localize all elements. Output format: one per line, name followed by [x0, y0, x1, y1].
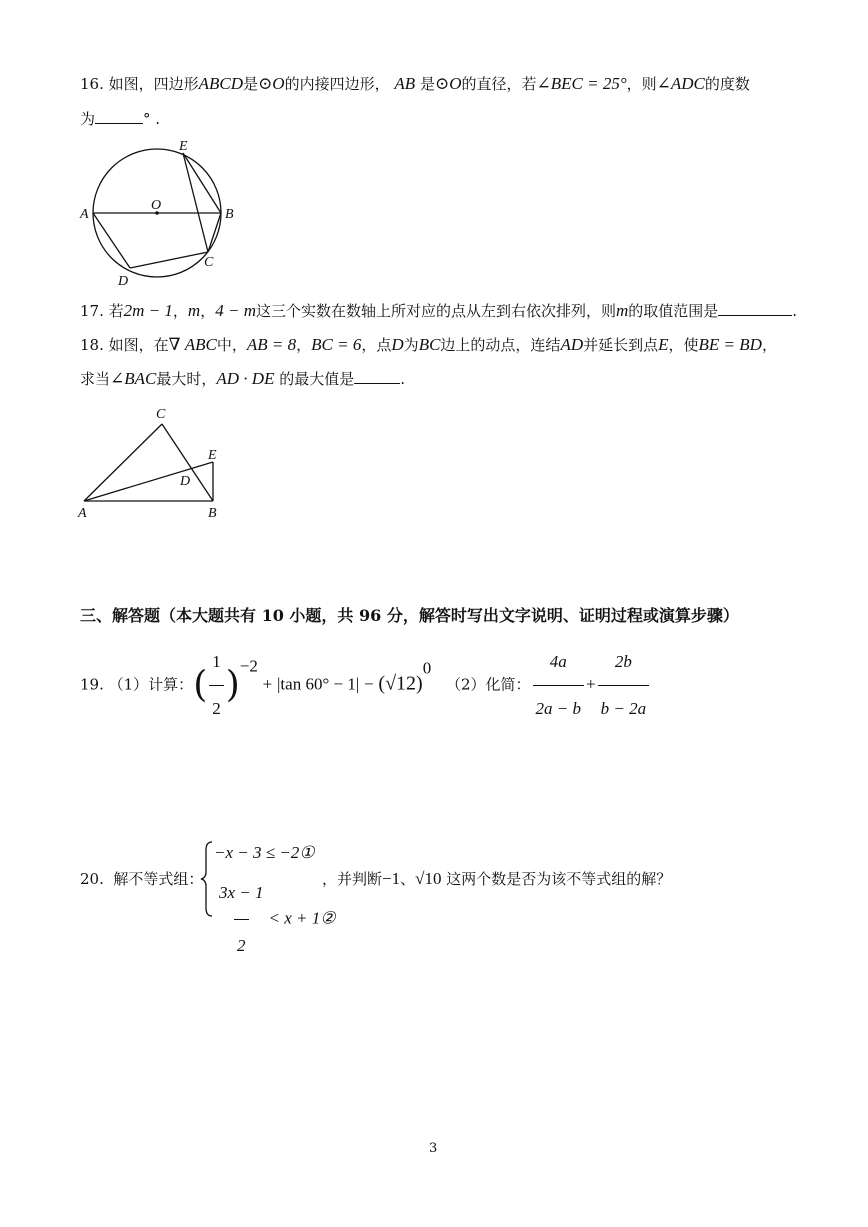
q19-part2: （2）化简： $\frac{4a}{2a - b}$ + $\frac{2b}{b - 2a}$ [446, 640, 651, 688]
q18-label-d: D [180, 474, 191, 489]
q16-answer-blank[interactable] [95, 109, 143, 124]
q19-abs-tan: |tan 60° − 1| [277, 674, 360, 694]
q19-frac-4a: $\frac{4a}{2a - b}$ [533, 640, 584, 731]
q20-brace [200, 840, 214, 918]
q18-segment-cb [162, 424, 213, 501]
q16-label-b: B [225, 207, 234, 222]
q16-label-o: O [151, 198, 162, 213]
q19-frac-2b: $\frac{2b}{b - 2a}$ [598, 640, 649, 731]
page-number: 3 [429, 1141, 438, 1156]
q16-figure [75, 135, 250, 290]
q16-line2: 为 ° . [80, 110, 161, 128]
q16-segment-cb [208, 213, 221, 252]
q20-ineq2-frac: $\frac{3x - 1}{2}$ [216, 868, 267, 971]
q16-label-c: C [204, 255, 214, 270]
q16-label-a: A [80, 207, 89, 222]
q20-ineq1: −x − 3 ≤ −2① [214, 843, 315, 862]
q16-segment-ec [183, 153, 208, 252]
q18-number: 18. [80, 336, 104, 354]
q17-line: 17. 若2m − 1，m，4 − m这三个实数在数轴上所对应的点从左到右依次排列，则m的取值范围是 . [80, 301, 798, 320]
q18-label-a: A [78, 506, 87, 521]
q17-number: 17. [80, 302, 104, 320]
q19-frac-half: $\frac{1}{2}$ [209, 640, 224, 731]
q19-number: 19. [80, 675, 104, 694]
q16-segment-eb [183, 153, 221, 213]
q20-ineq2: $\frac{3x - 1}{2}$ < x + 1② [214, 868, 336, 971]
q16-label-d: D [118, 274, 129, 289]
q18-label-e: E [208, 448, 217, 463]
q16-label-e: E [179, 139, 188, 154]
q17-answer-blank[interactable] [718, 301, 792, 316]
q19-sqrt12: (√12) [378, 672, 423, 695]
q20-number-label: 20. 解不等式组： [80, 870, 204, 888]
q18-label-c: C [156, 407, 166, 422]
q18-line2: 求当∠BAC最大时，AD · DE 的最大值是 . [80, 369, 406, 388]
q20-number: 20. [80, 870, 104, 888]
q18-figure [75, 403, 235, 523]
q18-answer-blank[interactable] [354, 369, 400, 384]
q16-segment-dc [130, 252, 208, 268]
q19-line: 19. （1）计算：( $\frac{1}{2}$ )$^{-2}$ + |tan $60^\circ - 1| - (√12)^0$ [80, 640, 431, 688]
q19-part1-label: （1）计算： [108, 675, 194, 694]
q16-number: 16. [80, 75, 104, 93]
q18-label-b: B [208, 506, 217, 521]
q19-part2-label: （2）化简： [446, 675, 531, 694]
section3-heading: 三、解答题（本大题共有 10 小题，共 96 分，解答时写出文字说明、证明过程或演算步骤） [80, 606, 739, 625]
q16-line1: 16. 如图，四边形ABCD是⊙O的内接四边形， AB 是⊙O的直径，若∠BEC = 25°，则∠ADC的度数 [80, 74, 750, 93]
q18-line1: 18. 如图，在∇ ABC中，AB = 8，BC = 6，点D为BC边上的动点，连结AD并延长到点E，使BE = BD， [80, 335, 777, 354]
q20-tail: ，并判断−1、√10 这两个数是否为该不等式组的解？ [322, 869, 672, 888]
